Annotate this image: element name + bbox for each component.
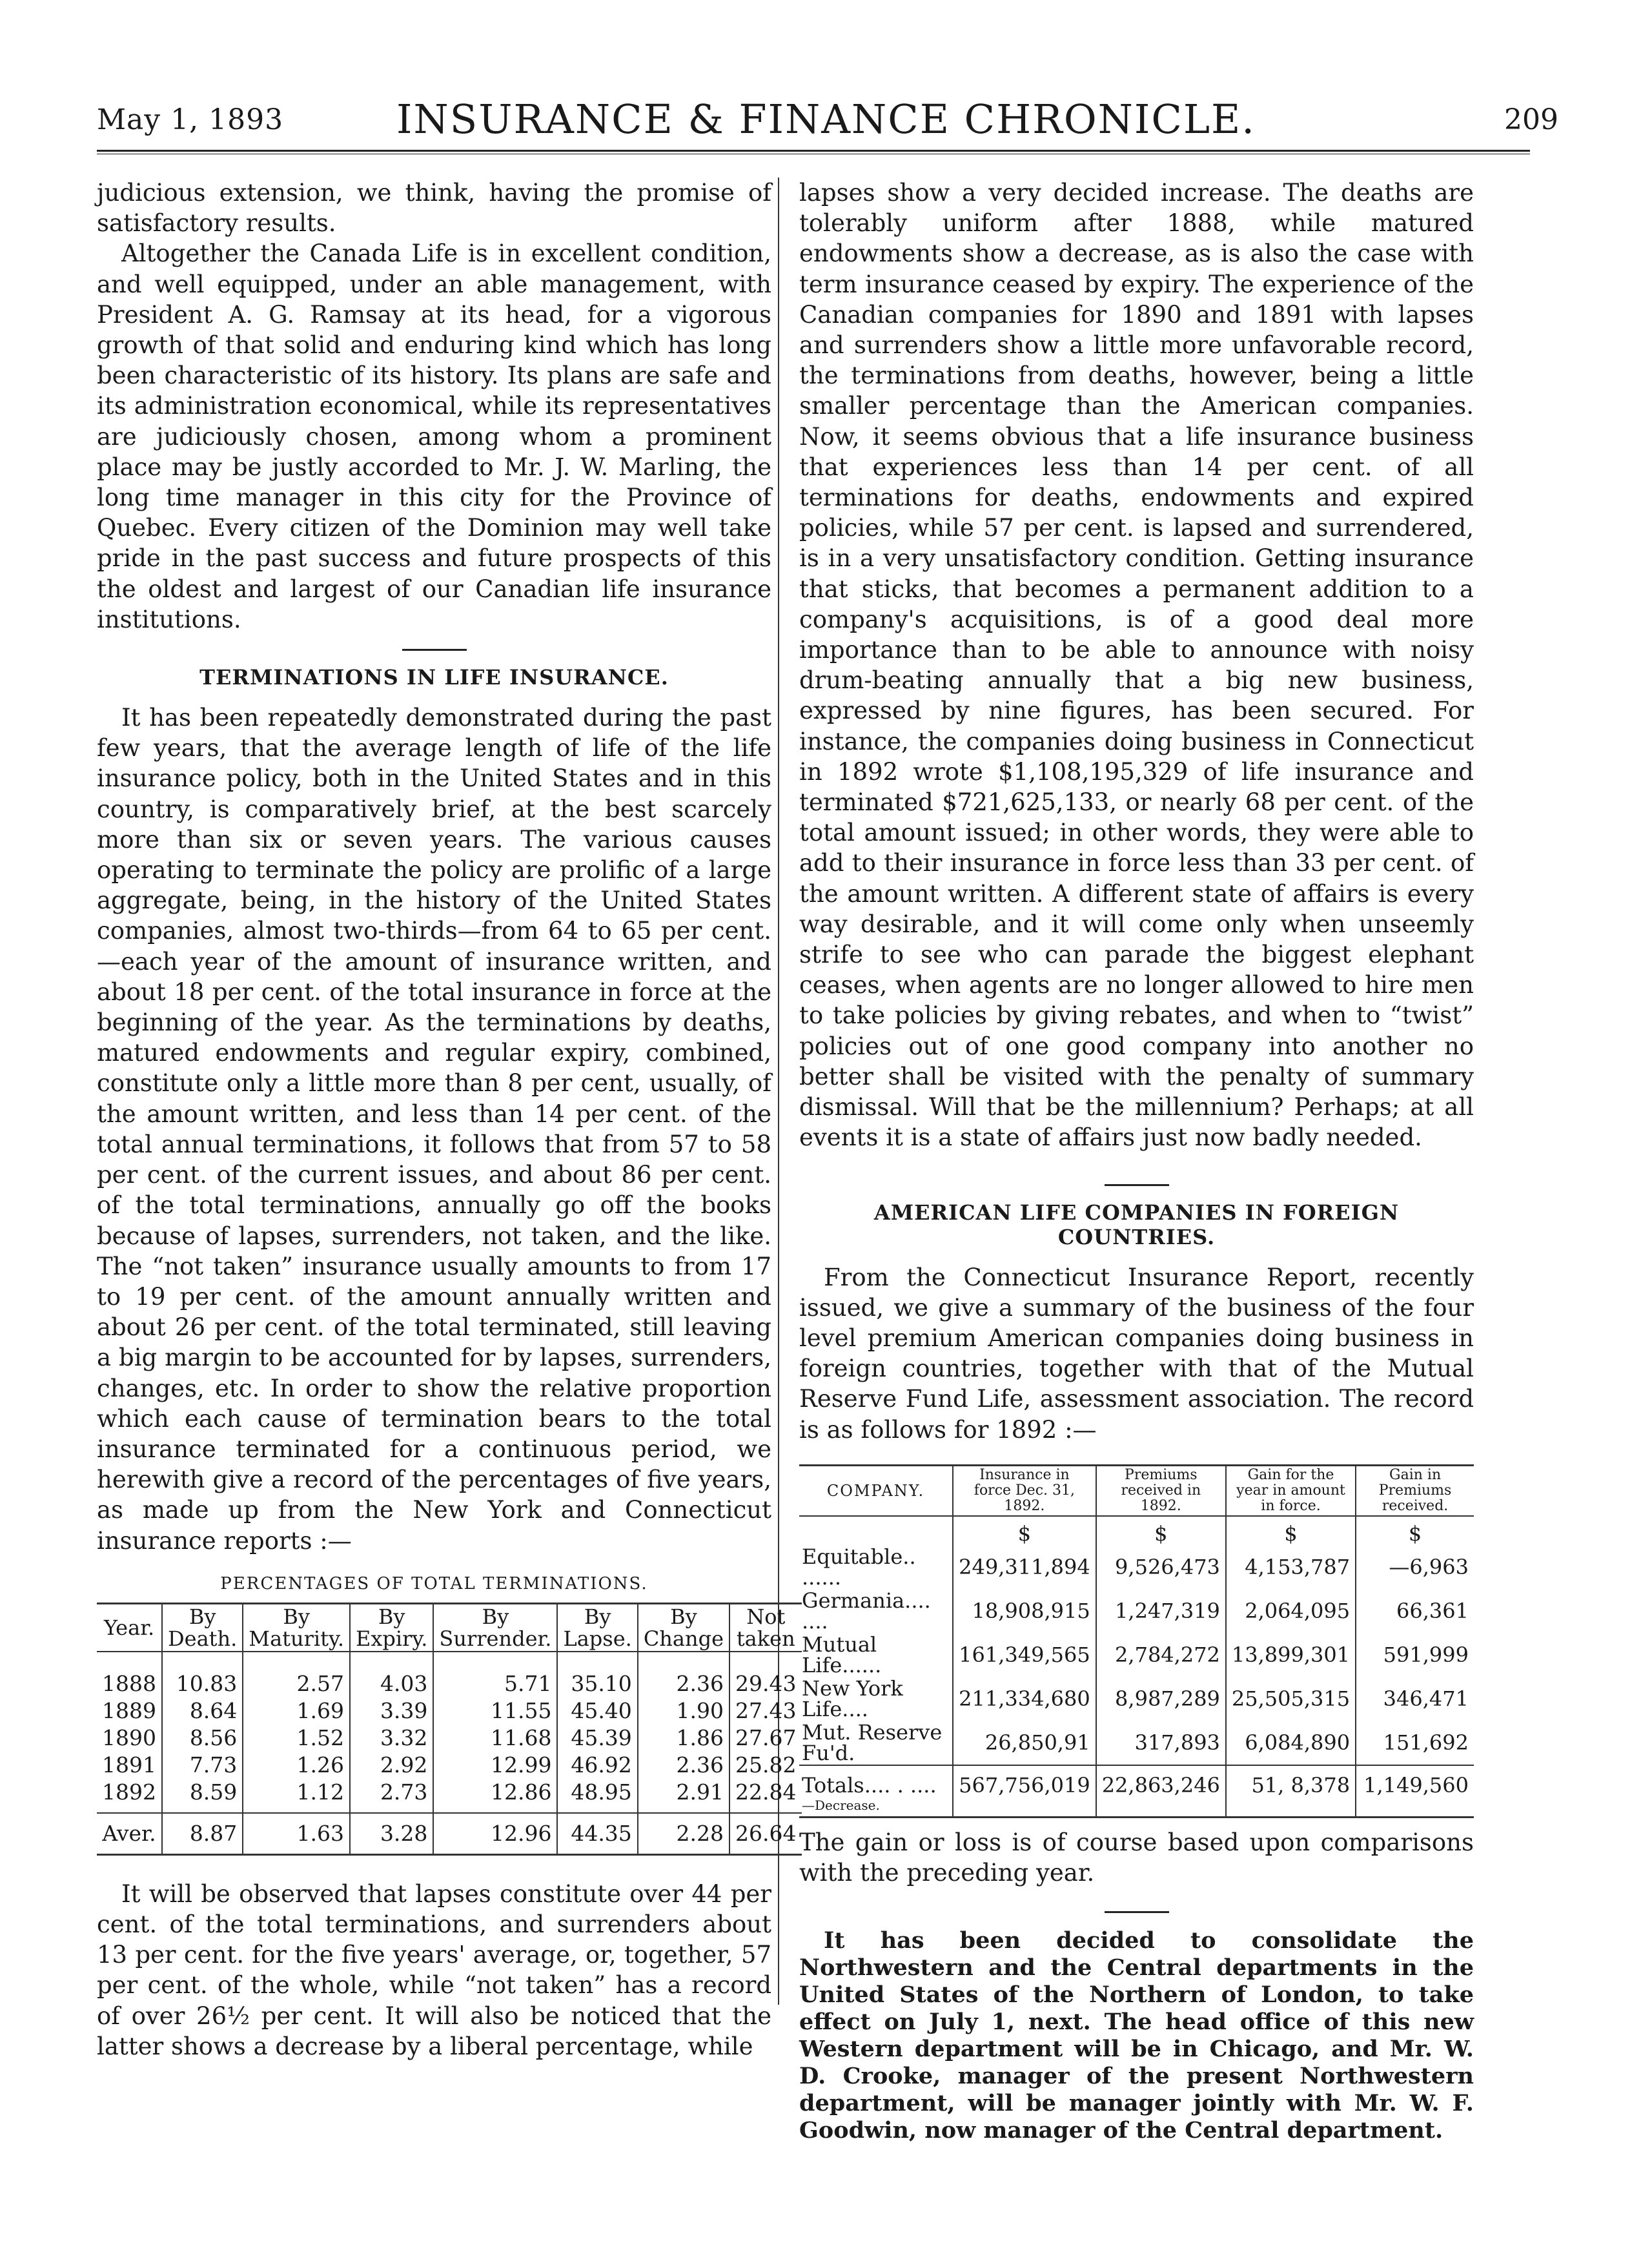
table-row bbox=[97, 1779, 802, 1813]
table-cell: 1.90 bbox=[638, 1697, 729, 1725]
table-cell: 9,526,473 bbox=[1096, 1545, 1226, 1589]
section-separator bbox=[1105, 1184, 1169, 1186]
table-cell: 29.43 bbox=[729, 1652, 801, 1697]
table-cell: 591,999 bbox=[1356, 1633, 1474, 1677]
table-cell: Mut. Reserve Fu'd. bbox=[802, 1719, 943, 1765]
table-header: Not taken bbox=[729, 1603, 801, 1652]
table-row bbox=[97, 1752, 802, 1779]
table-cell: $ bbox=[1096, 1516, 1226, 1545]
table-cell: Totals.... . .... bbox=[799, 1765, 953, 1797]
table-row bbox=[97, 1652, 802, 1697]
table-totals-row bbox=[799, 1765, 1474, 1797]
table-cell: $ bbox=[1226, 1516, 1356, 1545]
table-cell: 1.63 bbox=[243, 1813, 350, 1855]
table-cell: Germania.... .... bbox=[802, 1588, 931, 1634]
table-header: By Lapse. bbox=[557, 1603, 637, 1652]
table-cell: 45.39 bbox=[557, 1725, 637, 1752]
table-cell: 3.28 bbox=[350, 1813, 433, 1855]
table-cell: 4,153,787 bbox=[1226, 1545, 1356, 1589]
table-cell: 3.32 bbox=[350, 1725, 433, 1752]
table-cell: 1,149,560 bbox=[1356, 1765, 1474, 1797]
table-cell: 1892 bbox=[102, 1779, 156, 1805]
section-heading: TERMINATIONS IN LIFE INSURANCE. bbox=[199, 665, 669, 690]
table-cell: 2.73 bbox=[350, 1779, 433, 1813]
table-cell: 2.92 bbox=[350, 1752, 433, 1779]
table-header: COMPANY. bbox=[799, 1465, 953, 1516]
table-cell: 35.10 bbox=[557, 1652, 637, 1697]
table-cell: 1889 bbox=[102, 1697, 156, 1723]
news-item-paragraph: It has been decided to consolidate the Northwestern and the Central departments in the United States of the Northern of London, to take effect on July 1, next. The head office of this new Western department will be in Chicago, and Mr. W. D. Crooke, manager of the present Northwestern department, will be manager jointly with Mr. W. F. Goodwin, now manager of the Central department. bbox=[799, 1927, 1474, 2144]
table-cell: 4.03 bbox=[350, 1652, 433, 1697]
table-cell bbox=[953, 1797, 1096, 1818]
table-cell: 1.26 bbox=[243, 1752, 350, 1779]
section-separator bbox=[1105, 1911, 1169, 1913]
table-cell: 2.36 bbox=[638, 1752, 729, 1779]
table-cell: 1891 bbox=[102, 1752, 156, 1777]
terminations-table bbox=[97, 1603, 802, 1856]
table-row bbox=[799, 1721, 1474, 1765]
section-heading: AMERICAN LIFE COMPANIES IN FOREIGN COUNTRIES. bbox=[873, 1200, 1400, 1249]
table-cell: 25,505,315 bbox=[1226, 1677, 1356, 1721]
table-cell: 1.86 bbox=[638, 1725, 729, 1752]
table-row bbox=[97, 1725, 802, 1752]
table-cell: 1888 bbox=[102, 1670, 156, 1696]
table-cell: 1.69 bbox=[243, 1697, 350, 1725]
table-cell: 66,361 bbox=[1356, 1589, 1474, 1633]
table-note-row bbox=[799, 1797, 1474, 1818]
table-cell: 211,334,680 bbox=[953, 1677, 1096, 1721]
masthead-title: INSURANCE & FINANCE CHRONICLE. bbox=[396, 96, 1256, 143]
table-cell: 26.64 bbox=[729, 1813, 801, 1855]
table-cell: 8.59 bbox=[162, 1779, 243, 1813]
issue-date: May 1, 1893 bbox=[97, 103, 284, 136]
table-cell bbox=[1226, 1797, 1356, 1818]
table-cell: 8.56 bbox=[162, 1725, 243, 1752]
table-row bbox=[799, 1677, 1474, 1721]
table-cell: Mutual Life...... bbox=[802, 1632, 882, 1677]
table-cell bbox=[799, 1516, 953, 1545]
table-row bbox=[97, 1697, 802, 1725]
table-cell: 12.96 bbox=[433, 1813, 557, 1855]
table-cell bbox=[1096, 1797, 1226, 1818]
table-header: Insurance in force Dec. 31, 1892. bbox=[953, 1465, 1096, 1516]
table-cell: 317,893 bbox=[1096, 1721, 1226, 1765]
right-column bbox=[799, 178, 1474, 2144]
table-cell: Aver. bbox=[97, 1813, 162, 1855]
table-cell: 6,084,890 bbox=[1226, 1721, 1356, 1765]
table-cell: 12.99 bbox=[433, 1752, 557, 1779]
table-caption: PERCENTAGES OF TOTAL TERMINATIONS. bbox=[220, 1573, 648, 1593]
table-cell: 26,850,91 bbox=[953, 1721, 1096, 1765]
table-cell: 346,471 bbox=[1356, 1677, 1474, 1721]
article-paragraph: judicious extension, we think, having the promise of satisfactory results. bbox=[97, 179, 771, 238]
table-cell: 151,692 bbox=[1356, 1721, 1474, 1765]
table-cell: 51, 8,378 bbox=[1226, 1765, 1356, 1797]
table-header: By Change bbox=[638, 1603, 729, 1652]
table-cell: 567,756,019 bbox=[953, 1765, 1096, 1797]
table-cell: 2.36 bbox=[638, 1652, 729, 1697]
article-paragraph: It will be observed that lapses constitute over 44 per cent. of the total terminations, and surrenders about 13 per cent. for the five years' average, or, together, 57 per cent. of the whole, while “not taken” has a record of over 26½ per cent. It will also be noticed that the latter shows a decrease by a liberal percentage, while bbox=[97, 1879, 771, 2060]
table-average-row bbox=[97, 1813, 802, 1855]
table-header-row bbox=[97, 1603, 802, 1652]
table-cell: $ bbox=[953, 1516, 1096, 1545]
table-cell: 3.39 bbox=[350, 1697, 433, 1725]
table-cell: Equitable.. ...... bbox=[802, 1544, 916, 1590]
table-cell: 25.82 bbox=[729, 1752, 801, 1779]
table-cell: —6,963 bbox=[1356, 1545, 1474, 1589]
table-cell: 8.87 bbox=[162, 1813, 243, 1855]
table-row bbox=[799, 1633, 1474, 1677]
header-rule bbox=[97, 150, 1530, 154]
table-cell: 27.43 bbox=[729, 1697, 801, 1725]
table-cell: 22,863,246 bbox=[1096, 1765, 1226, 1797]
article-paragraph: It has been repeatedly demonstrated during the past few years, that the average length of life of the life insurance policy, both in the United States and in this country, is comparatively brief, at the best scarcely more than six or seven years. The various causes operating to terminate the policy are prolific of a large aggregate, being, in the history of the United States companies, almost two-thirds—from 64 to 65 per cent.—each year of the amount of insurance written, and about 18 per cent. of the total insurance in force at the beginning of the year. As the terminations by deaths, matured endowments and regular expiry, combined, constitute only a little more than 8 per cent, usually, of the amount written, and less than 14 per cent. of the total annual terminations, it follows that from 57 to 58 per cent. of the current issues, and about 86 per cent. of the total terminations, annually go off the books because of lapses, surrenders, not taken, and the like. The “not taken” insurance usually amounts to from 17 to 19 per cent. of the amount annually written and about 26 per cent. of the total terminated, still leaving a big margin to be accounted for by lapses, surrenders, changes, etc. In order to show the relative proportion which each cause of termination bears to the total insurance terminated for a continuous period, we herewith give a record of the percentages of five years, as made up from the New York and Connecticut insurance reports :— bbox=[97, 704, 771, 1555]
table-cell: 2,064,095 bbox=[1226, 1589, 1356, 1633]
table-cell bbox=[1356, 1797, 1474, 1818]
table-cell: 7.73 bbox=[162, 1752, 243, 1779]
table-cell: 46.92 bbox=[557, 1752, 637, 1779]
table-header: By Maturity. bbox=[243, 1603, 350, 1652]
table-cell: 2,784,272 bbox=[1096, 1633, 1226, 1677]
table-cell: 2.28 bbox=[638, 1813, 729, 1855]
table-row bbox=[799, 1545, 1474, 1589]
table-header-row bbox=[799, 1465, 1474, 1516]
table-header: Premiums received in 1892. bbox=[1096, 1465, 1226, 1516]
table-cell: 1.12 bbox=[243, 1779, 350, 1813]
table-cell: 45.40 bbox=[557, 1697, 637, 1725]
table-cell: 1,247,319 bbox=[1096, 1589, 1226, 1633]
table-header: Year. bbox=[97, 1603, 162, 1652]
section-separator bbox=[402, 649, 467, 651]
table-cell: 2.57 bbox=[243, 1652, 350, 1697]
table-cell: 22.84 bbox=[729, 1779, 801, 1813]
table-note: —Decrease. bbox=[799, 1797, 953, 1818]
table-cell: 8.64 bbox=[162, 1697, 243, 1725]
table-cell: 44.35 bbox=[557, 1813, 637, 1855]
foreign-companies-table bbox=[799, 1464, 1474, 1818]
table-header: Gain for the year in amount in force. bbox=[1226, 1465, 1356, 1516]
table-cell: 11.68 bbox=[433, 1725, 557, 1752]
table-header: By Expiry. bbox=[350, 1603, 433, 1652]
table-units-row bbox=[799, 1516, 1474, 1545]
page-number: 209 bbox=[1504, 103, 1558, 136]
table-cell: 18,908,915 bbox=[953, 1589, 1096, 1633]
article-paragraph: Altogether the Canada Life is in excellent condition, and well equipped, under an able management, with President A. G. Ramsay at its head, for a vigorous growth of that solid and enduring kind which has long been characteristic of its history. Its plans are safe and its administration economical, while its representatives are judiciously chosen, among whom a prominent place may be justly accorded to Mr. J. W. Marling, the long time manager in this city for the Province of Quebec. Every citizen of the Dominion may well take pride in the past success and future prospects of this the oldest and largest of our Canadian life insurance institutions. bbox=[97, 240, 771, 633]
table-cell: 1.52 bbox=[243, 1725, 350, 1752]
article-paragraph: The gain or loss is of course based upon comparisons with the preceding year. bbox=[799, 1828, 1474, 1887]
table-cell: 13,899,301 bbox=[1226, 1633, 1356, 1677]
table-header: By Surrender. bbox=[433, 1603, 557, 1652]
table-cell: 8,987,289 bbox=[1096, 1677, 1226, 1721]
article-paragraph: From the Connecticut Insurance Report, recently issued, we give a summary of the business of the four level premium American companies doing business in foreign countries, together with that of the Mutual Reserve Fund Life, assessment association. The record is as follows for 1892 :— bbox=[799, 1263, 1474, 1444]
table-cell: 48.95 bbox=[557, 1779, 637, 1813]
article-paragraph: lapses show a very decided increase. The deaths are tolerably uniform after 1888, while matured endowments show a decrease, as is also the case with term insurance ceased by expiry. The experience of the Canadian companies for 1890 and 1891 with lapses and surrenders show a little more unfavorable record, the terminations from deaths, however, being a little smaller percentage than the American companies. Now, it seems obvious that a life insurance business that experiences less than 14 per cent. of all terminations for deaths, endowments and expired policies, while 57 per cent. is lapsed and surrendered, is in a very unsatisfactory condition. Getting insurance that sticks, that becomes a permanent addition to a company's acquisitions, is of a good deal more importance than to be able to announce with noisy drum-beating annually that a big new business, expressed by nine figures, has been secured. For instance, the companies doing business in Connecticut in 1892 wrote $1,108,195,329 of life insurance and terminated $721,625,133, or nearly 68 per cent. of the total amount issued; in other words, they were able to add to their insurance in force less than 33 per cent. of the amount written. A different state of affairs is every way desirable, and it will come only when unseemly strife to see who can parade the biggest elephant ceases, when agents are no longer allowed to hire men to take policies by giving rebates, and when to “twist” policies out of one good company into another no better shall be visited with the penalty of summary dismissal. Will that be the millennium? Perhaps; at all events it is a state of affairs just now badly needed. bbox=[799, 179, 1474, 1152]
table-cell: 249,311,894 bbox=[953, 1545, 1096, 1589]
table-cell: 27.67 bbox=[729, 1725, 801, 1752]
table-row bbox=[799, 1589, 1474, 1633]
table-header: By Death. bbox=[162, 1603, 243, 1652]
table-cell: 5.71 bbox=[433, 1652, 557, 1697]
table-cell: 11.55 bbox=[433, 1697, 557, 1725]
table-cell: 12.86 bbox=[433, 1779, 557, 1813]
table-header: Gain in Premiums received. bbox=[1356, 1465, 1474, 1516]
table-cell: 161,349,565 bbox=[953, 1633, 1096, 1677]
table-cell: $ bbox=[1356, 1516, 1474, 1545]
left-column bbox=[97, 178, 797, 2062]
table-cell: New York Life.... bbox=[802, 1675, 903, 1721]
table-cell: 10.83 bbox=[162, 1652, 243, 1697]
table-cell: 1890 bbox=[102, 1725, 156, 1750]
table-cell: 2.91 bbox=[638, 1779, 729, 1813]
